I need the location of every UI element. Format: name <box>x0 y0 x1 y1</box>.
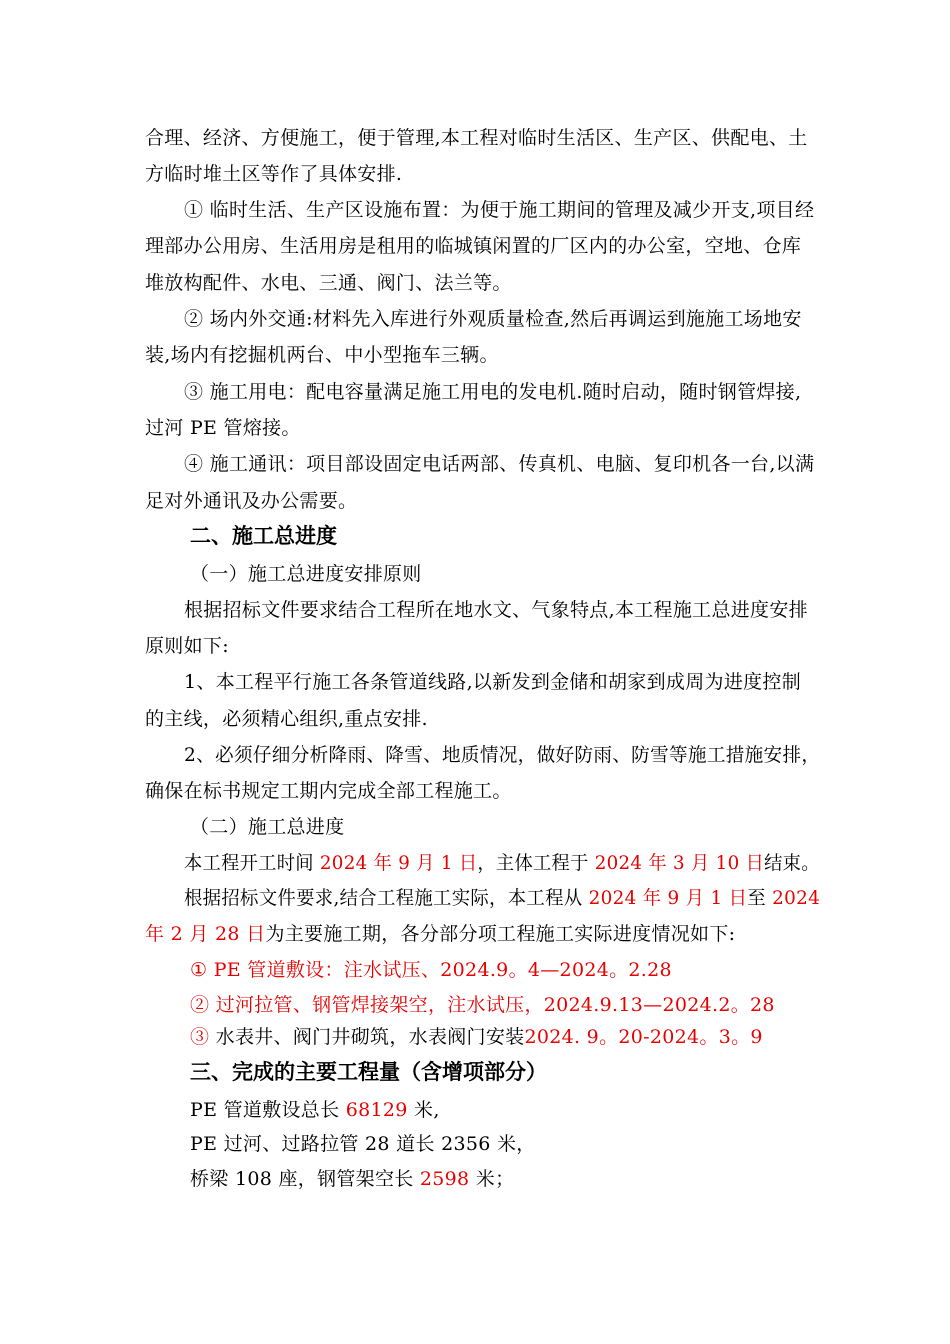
section-heading-2: 二、施工总进度 <box>190 524 337 548</box>
subsection-heading-1: （一）施工总进度安排原则 <box>190 563 422 585</box>
text-run: 为主要施工期，各分部分项工程施工实际进度情况如下: <box>265 923 736 945</box>
item-1-line: ① 临时生活、生产区设施布置：为便于施工期间的管理及减少开支,项目经 <box>184 199 815 221</box>
text-run: ，主体工程于 <box>477 852 595 874</box>
item-marker: ③ <box>190 1026 216 1048</box>
text-run: PE 管道敷设总长 <box>190 1099 346 1121</box>
text-run: 至 <box>747 887 773 909</box>
paragraph-line: 2、必须仔细分析降雨、降雪、地质情况，做好防雨、防雪等施工措施安排， <box>184 744 821 766</box>
text-run: 结束。 <box>764 852 820 874</box>
paragraph-line: 过河 PE 管熔接。 <box>145 417 301 439</box>
progress-item-3 <box>190 1024 763 1050</box>
paragraph-line: 确保在标书规定工期内完成全部工程施工。 <box>145 780 512 802</box>
highlighted-date: 2024 年 9 月 1 日 <box>319 852 478 874</box>
highlighted-date: 2024. 9。20-2024。3。9 <box>524 1026 763 1048</box>
text-run: 本工程开工时间 <box>184 852 320 874</box>
paragraph-line: 1、本工程平行施工各条管道线路,以新发到金储和胡家到成周为进度控制 <box>184 671 802 693</box>
quantity-line <box>190 1097 440 1123</box>
progress-item-2 <box>190 992 775 1018</box>
paragraph-line: 堆放构配件、水电、三通、阀门、法兰等。 <box>145 272 512 294</box>
highlighted-number: 68129 <box>345 1099 408 1121</box>
schedule-line <box>184 885 820 911</box>
paragraph-line: 根据招标文件要求结合工程所在地水文、气象特点,本工程施工总进度安排 <box>184 599 808 621</box>
highlighted-date: 2024 年 9 月 1 日 <box>588 887 748 909</box>
item-3-line: ③ 施工用电：配电容量满足施工用电的发电机.随时启动，随时钢管焊接, <box>184 381 802 403</box>
section-heading-3: 三、完成的主要工程量（含增项部分） <box>190 1060 547 1084</box>
paragraph-line: 装,场内有挖掘机两台、中小型拖车三辆。 <box>145 344 499 366</box>
text-run: 米, <box>407 1099 440 1121</box>
item-2-line: ② 场内外交通:材料先入库进行外观质量检查,然后再调运到施施工场地安 <box>184 308 802 330</box>
progress-text: 水表井、阀门井砌筑，水表阀门安装 <box>215 1026 525 1048</box>
quantity-line: PE 过河、过路拉管 28 道长 2356 米， <box>190 1133 536 1155</box>
progress-item-1 <box>190 957 672 983</box>
highlighted-date: 2024 <box>772 887 821 909</box>
paragraph-line: 合理、经济、方便施工，便于管理,本工程对临时生活区、生产区、供配电、土 <box>145 127 808 149</box>
text-run: 桥梁 108 座，钢管架空长 <box>190 1168 420 1190</box>
paragraph-line: 的主线，必须精心组织,重点安排. <box>145 708 428 730</box>
progress-text: PE 管道敷设：注水试压、2024.9。4—2024。2.28 <box>213 959 672 981</box>
item-marker: ② <box>190 994 216 1016</box>
highlighted-date: 年 2 月 28 日 <box>145 923 266 945</box>
text-run: 根据招标文件要求,结合工程施工实际，本工程从 <box>184 887 589 909</box>
item-marker: ① <box>190 959 214 981</box>
paragraph-line: 方临时堆土区等作了具体安排. <box>145 163 403 185</box>
progress-text: 过河拉管、钢管焊接架空，注水试压，2024.9.13—2024.2。28 <box>215 994 775 1016</box>
highlighted-number: 2598 <box>419 1168 470 1190</box>
paragraph-line: 足对外通讯及办公需要。 <box>145 490 358 512</box>
paragraph-line: 理部办公用房、生活用房是租用的临城镇闲置的厂区内的办公室，空地、仓库 <box>145 235 802 257</box>
subsection-heading-2: （二）施工总进度 <box>190 816 345 838</box>
quantity-line <box>190 1166 514 1192</box>
highlighted-date: 2024 年 3 月 10 日 <box>594 852 765 874</box>
item-4-line: ④ 施工通讯：项目部设固定电话两部、传真机、电脑、复印机各一台,以满 <box>184 453 815 475</box>
text-run: 米； <box>469 1168 515 1190</box>
schedule-line <box>145 921 735 947</box>
paragraph-line: 原则如下: <box>145 635 229 657</box>
start-date-line <box>184 850 820 876</box>
